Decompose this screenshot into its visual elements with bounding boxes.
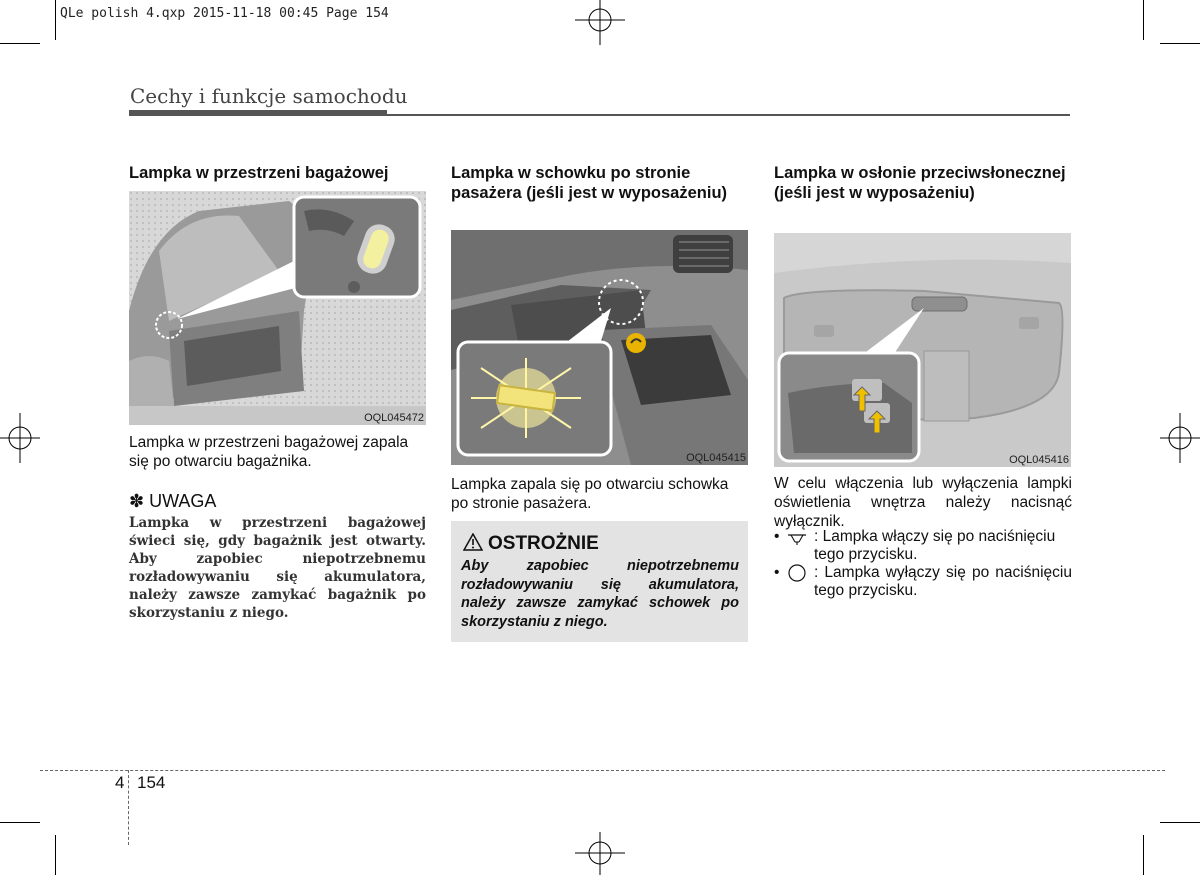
bullet-dot: • — [774, 564, 780, 581]
glovebox-lamp-text: Lampka zapala się po otwarciu schowka po stronie pasażera. — [451, 476, 729, 512]
crop-mark — [0, 43, 40, 44]
crop-mark — [1143, 835, 1144, 875]
figure-code: OQL045472 — [364, 412, 424, 424]
caution-box — [451, 521, 748, 642]
column-sunvisor-lamp — [774, 163, 1071, 203]
bullet-dot: • — [774, 528, 780, 545]
crop-mark — [1160, 822, 1200, 823]
section-title: Cechy i funkcje samochodu — [130, 84, 408, 108]
sunvisor-lamp-text: W celu włączenia lub wyłączenia lampki oświetlenia wnętrza należy nacisnąć wyłącznik. — [774, 475, 1072, 530]
trunk-lamp-text: Lampka w przestrzeni bagażowej zapala się po otwarciu bagażnika. — [129, 434, 409, 470]
column-trunk-lamp — [129, 163, 426, 183]
warning-triangle-icon — [463, 533, 483, 551]
caution-heading — [463, 533, 599, 555]
column-glovebox-lamp — [451, 163, 751, 203]
crop-mark — [1143, 0, 1144, 40]
figure-sunvisor-lamp — [774, 233, 1071, 467]
page-separator — [128, 770, 129, 845]
heading-trunk-lamp: Lampka w przestrzeni bagażowej — [129, 164, 389, 182]
trunk-illustration — [129, 191, 426, 425]
crop-mark — [55, 835, 56, 875]
heading-sunvisor-lamp: Lampka w osłonie przeciwsłonecznej (jeśli jest w wyposażeniu) — [774, 164, 1066, 202]
page-number-value: 154 — [137, 773, 166, 792]
chapter-number: 4 — [115, 773, 125, 792]
heading-glovebox-lamp: Lampka w schowku po stronie pasażera (jeśli jest w wyposażeniu) — [451, 164, 728, 202]
crop-mark — [0, 822, 40, 823]
title-rule — [387, 114, 1070, 116]
figure-trunk-lamp — [129, 191, 426, 425]
note-title: ✽ UWAGA — [129, 491, 217, 511]
caution-title: OSTROŻNIE — [488, 533, 599, 554]
glovebox-illustration — [451, 230, 748, 465]
caution-text: Aby zapobiec niepotrzebnemu rozładowywaniu się akumulatora, należy zawsze zamykać schowek po skorzystaniu z niego. — [461, 558, 739, 630]
figure-code: OQL045415 — [686, 452, 746, 464]
registration-mark-icon — [0, 413, 40, 463]
sunvisor-illustration — [774, 233, 1071, 467]
bullet-text: : Lampka wyłączy się po naciśnięciu tego przycisku. — [814, 564, 1072, 599]
registration-mark-icon — [575, 0, 625, 45]
bullet-text: : Lampka włączy się po naciśnięciu tego przycisku. — [814, 528, 1056, 563]
print-slug: QLe polish 4.qxp 2015-11-18 00:45 Page 154 — [60, 6, 389, 21]
title-bar — [129, 110, 387, 116]
registration-mark-icon — [575, 832, 625, 875]
crop-mark — [1160, 43, 1200, 44]
figure-glovebox-lamp — [451, 230, 748, 465]
note-text: Lampka w przestrzeni bagażowej świeci się, gdy bagażnik jest otwarty. Aby zapobiec niepotrzebnemu rozładowywaniu się akumulatora, należy zawsze zamykać bagażnik po skorzystaniu z niego. — [129, 515, 426, 621]
registration-mark-icon — [1160, 413, 1200, 463]
lamp-off-icon — [787, 564, 809, 584]
lamp-on-icon — [786, 532, 808, 546]
figure-code: OQL045416 — [1009, 454, 1069, 466]
crop-mark — [55, 0, 56, 40]
footer-rule — [40, 770, 1165, 771]
